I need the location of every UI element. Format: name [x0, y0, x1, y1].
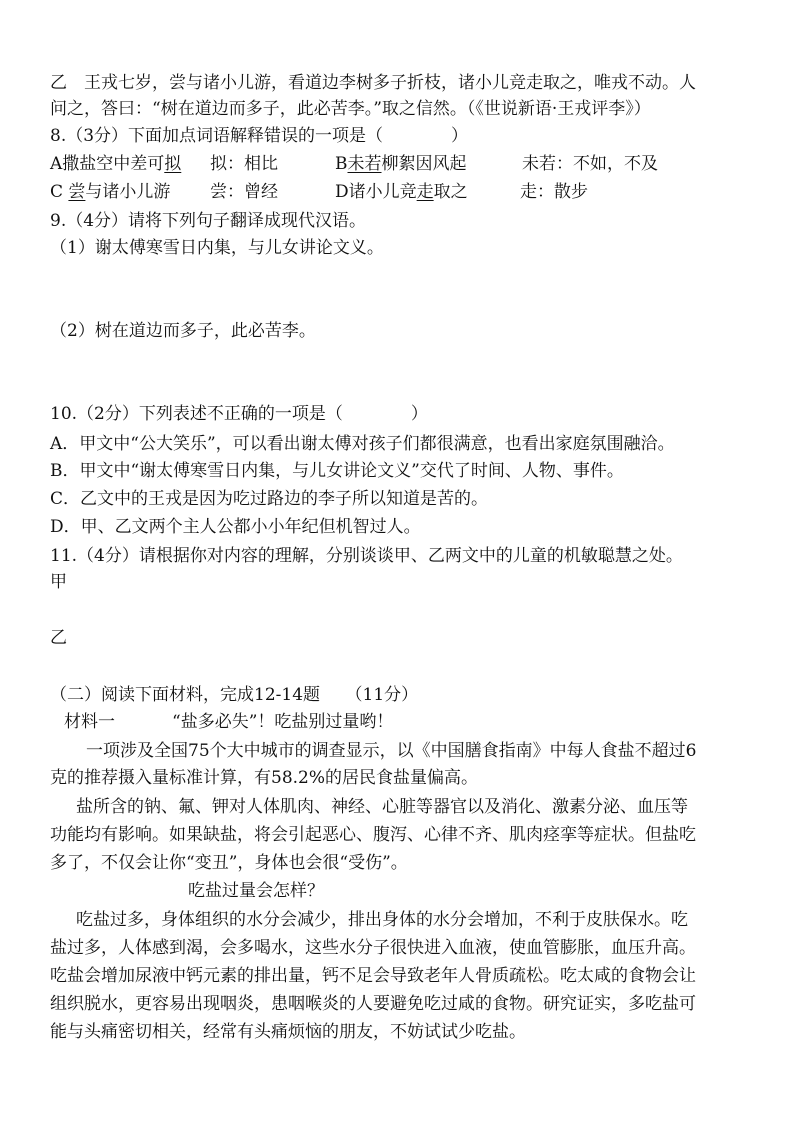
- q8-stem: 8.（3分）下面加点词语解释错误的一项是（ ）: [50, 126, 469, 146]
- q8-option-a: [50, 153, 181, 175]
- q11-label-jia: 甲: [50, 572, 67, 592]
- p3-line-5: 能与头痛密切相关，经常有头痛烦恼的朋友，不妨试试少吃盐。: [50, 1022, 526, 1042]
- q8-b-gloss: 未若：不如，不及: [522, 154, 658, 174]
- p3-line-4: 组织脱水，更容易出现咽炎，患咽喉炎的人要避免吃过咸的食物。研究证实，多吃盐可: [50, 994, 696, 1014]
- q8-c-gloss: 尝：曾经: [210, 182, 278, 202]
- q8-option-d: [335, 181, 468, 203]
- q8-c-prefix: C: [50, 182, 64, 202]
- q8-c-suffix: 与诸小儿游: [85, 182, 171, 202]
- q8-b-prefix: B: [335, 154, 348, 174]
- material-1-label: 材料一: [64, 712, 115, 732]
- q11-label-yi: 乙: [50, 628, 67, 648]
- p2-line-1: 盐所含的钠、氟、钾对人体肌肉、神经、心脏等器官以及消化、激素分泌、血压等: [76, 797, 688, 817]
- q10-stem: 10.（2分）下列表述不正确的一项是（ ）: [50, 404, 428, 424]
- passage-yi-line-1: 乙 王戎七岁，尝与诸小儿游，看道边李树多子折枝，诸小儿竞走取之，唯戎不动。人: [50, 73, 696, 93]
- subheading: 吃盐过量会怎样？: [188, 881, 324, 901]
- q8-d-gloss: 走：散步: [520, 182, 588, 202]
- q8-option-b: [335, 153, 467, 175]
- p3-line-1: 吃盐过多，身体组织的水分会减少，排出身体的水分会增加，不利于皮肤保水。吃: [76, 910, 688, 930]
- q9-stem: 9.（4分）请将下列句子翻译成现代汉语。: [50, 211, 367, 231]
- q9-item-2: （2）树在道边而多子，此必苦李。: [50, 321, 316, 341]
- p3-line-2: 盐过多，人体感到渴，会多喝水，这些水分子很快进入血液，使血管膨胀，血压升高。: [50, 938, 696, 958]
- q8-d-suffix: 取之: [433, 182, 468, 202]
- q8-a-word: 拟: [164, 154, 182, 174]
- q8-option-c: [50, 181, 170, 203]
- p3-line-3: 吃盐会增加尿液中钙元素的排出量，钙不足会导致老年人骨质疏松。吃太咸的食物会让: [50, 966, 696, 986]
- q8-a-gloss: 拟：相比: [210, 154, 278, 174]
- q10-option-b: B．甲文中“谢太傅寒雪日内集，与儿女讲论文义”交代了时间、人物、事件。: [50, 461, 624, 481]
- p2-line-3: 多了，不仅会让你“变丑”，身体也会很“受伤”。: [50, 853, 408, 873]
- q9-item-1: （1）谢太傅寒雪日内集，与儿女讲论文义。: [50, 238, 384, 258]
- q10-option-c: C．乙文中的王戎是因为吃过路边的李子所以知道是苦的。: [50, 489, 489, 509]
- p1-line-1: 一项涉及全国75个大中城市的调查显示，以《中国膳食指南》中每人食盐不超过6: [86, 741, 697, 761]
- p1-line-2: 克的推荐摄入量标准计算，有58.2%的居民食盐量偏高。: [50, 768, 479, 788]
- p2-line-2: 功能均有影响。如果缺盐，将会引起恶心、腹泻、心律不齐、肌肉痉挛等症状。但盐吃: [50, 825, 696, 845]
- q8-b-word: 未若: [347, 154, 382, 174]
- passage-yi-line-2: 问之，答曰：“树在道边而多子，此必苦李。”取之信然。（《世说新语·王戎评李》）: [50, 99, 651, 119]
- q10-option-a: A．甲文中“公大笑乐”，可以看出谢太傅对孩子们都很满意，也看出家庭氛围融洽。: [50, 434, 675, 454]
- q8-d-prefix: D诸小儿竞: [335, 182, 417, 202]
- q8-a-prefix: A撒盐空中差可: [50, 154, 165, 174]
- material-1-title: “盐多必失”！吃盐别过量哟！: [172, 712, 394, 732]
- q8-c-word: 尝: [68, 182, 86, 202]
- q11-stem: 11.（4分）请根据你对内容的理解，分别谈谈甲、乙两文中的儿童的机敏聪慧之处。: [50, 546, 683, 566]
- q10-option-d: D．甲、乙文两个主人公都小小年纪但机智过人。: [50, 517, 421, 537]
- section-2-heading: （二）阅读下面材料，完成12-14题 （11分）: [50, 685, 419, 705]
- q8-d-word: 走: [416, 182, 434, 202]
- q8-b-suffix: 柳絮因风起: [381, 154, 467, 174]
